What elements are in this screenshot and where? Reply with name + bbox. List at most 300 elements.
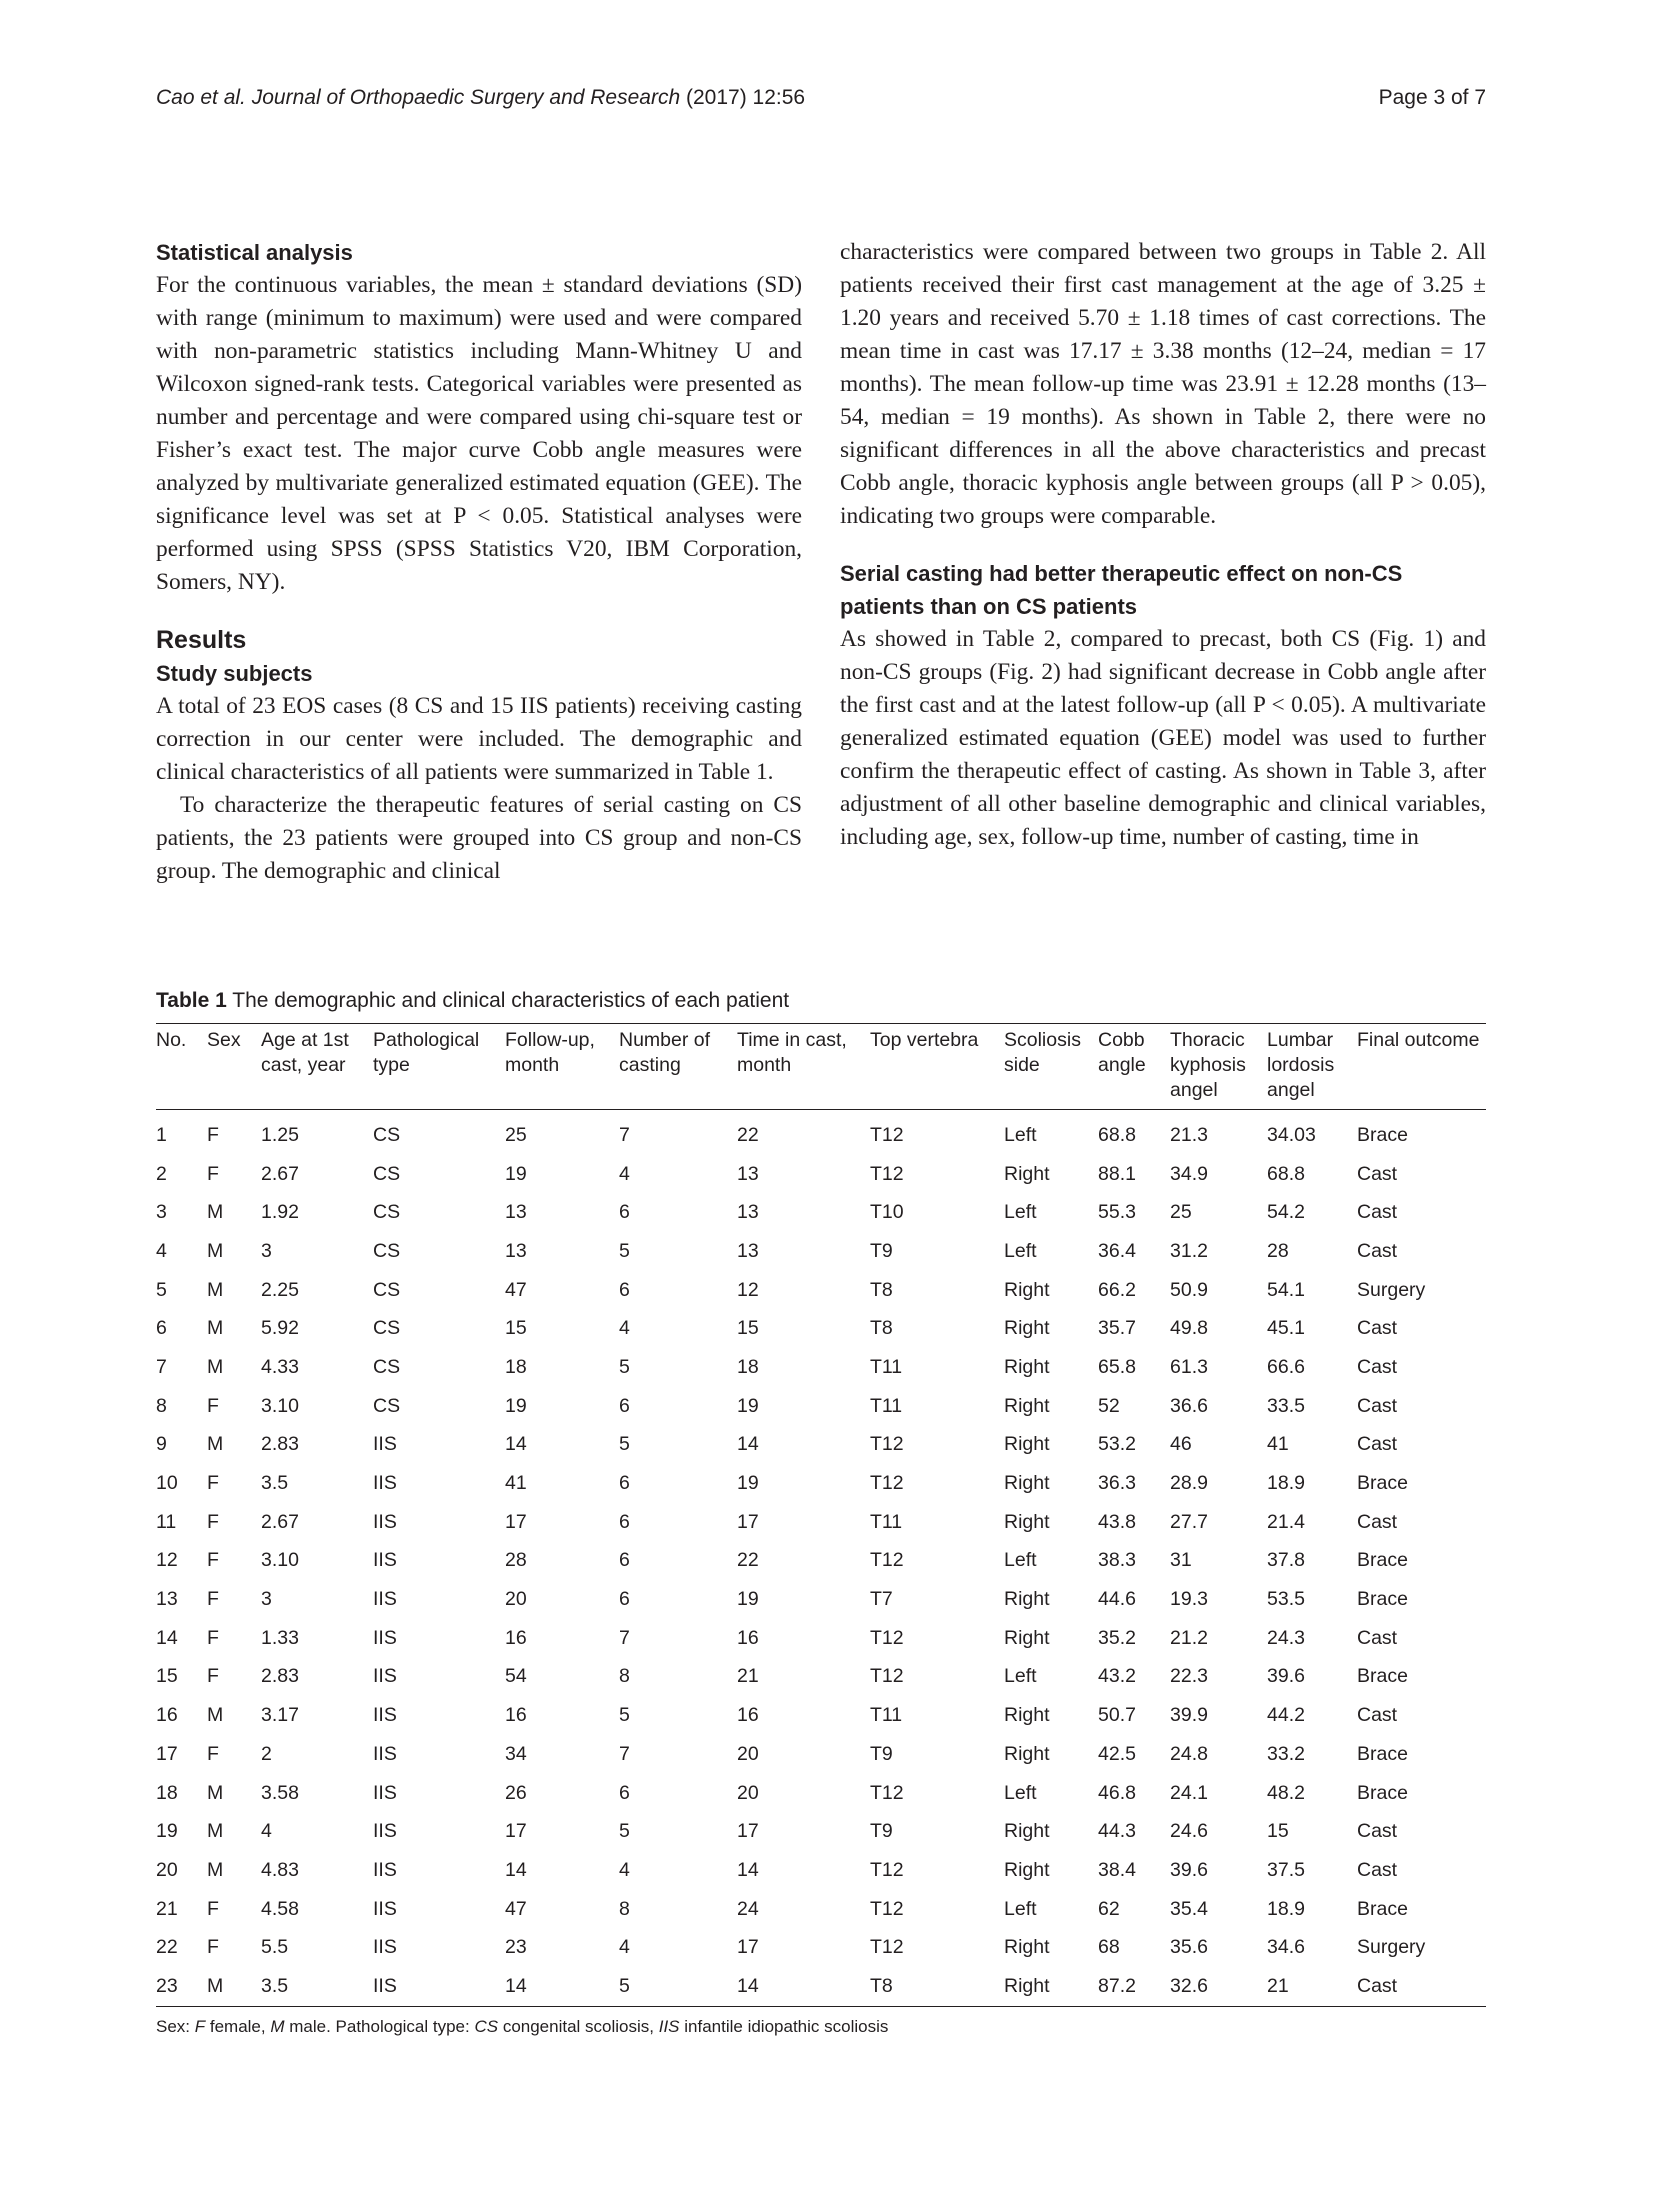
table-cell: 6 xyxy=(156,1317,167,1340)
table-cell: 5 xyxy=(619,1433,630,1456)
table-cell: Cast xyxy=(1357,1704,1398,1727)
table-cell: 13 xyxy=(737,1239,759,1262)
table-cell: 35.7 xyxy=(1098,1317,1136,1340)
table-cell: 7 xyxy=(619,1742,630,1765)
table-cell: 50.7 xyxy=(1098,1704,1136,1727)
table-cell: 4.83 xyxy=(261,1858,299,1881)
table-cell: Cast xyxy=(1357,1510,1398,1533)
table-cell: F xyxy=(207,1897,219,1920)
table-cell: 37.5 xyxy=(1267,1858,1305,1881)
column-header: Number of casting xyxy=(619,1024,737,1110)
table-cell: 3 xyxy=(261,1588,272,1611)
table-cell: 16 xyxy=(505,1626,527,1649)
table-cell: 35.4 xyxy=(1170,1897,1208,1920)
table-row xyxy=(156,1774,1486,1813)
table-cell: 5.92 xyxy=(261,1317,299,1340)
table-cell: 13 xyxy=(737,1201,759,1224)
column-header: Follow-up, month xyxy=(505,1024,619,1110)
table-cell: 4 xyxy=(619,1317,630,1340)
table-cell: 21 xyxy=(156,1897,178,1920)
table-cell: 38.4 xyxy=(1098,1858,1136,1881)
table-cell: M xyxy=(207,1317,224,1340)
table-header-row xyxy=(156,1024,1486,1110)
table-cell: 18 xyxy=(505,1355,527,1378)
table-cell: 54 xyxy=(505,1665,527,1688)
table-cell: 68.8 xyxy=(1267,1162,1305,1185)
table-cell: IIS xyxy=(373,1781,397,1804)
table-cell: 13 xyxy=(156,1588,178,1611)
table-row xyxy=(156,1619,1486,1658)
table-cell: 20 xyxy=(505,1588,527,1611)
table-cell: Brace xyxy=(1357,1472,1408,1495)
table-cell: 43.2 xyxy=(1098,1665,1136,1688)
table-cell: M xyxy=(207,1201,224,1224)
table-cell: 21.3 xyxy=(1170,1123,1208,1146)
table-caption-text: The demographic and clinical characteristics of each patient xyxy=(232,989,790,1012)
table-cell: 22 xyxy=(156,1936,178,1959)
table-cell: 19 xyxy=(156,1820,178,1843)
citation-year-volume: (2017) 12:56 xyxy=(686,86,806,109)
table-cell: 3.5 xyxy=(261,1967,373,2006)
table-row xyxy=(156,1890,1486,1929)
table-cell: 19 xyxy=(505,1394,527,1417)
journal-citation xyxy=(156,86,805,110)
table-cell: M xyxy=(207,1781,224,1804)
table-cell: IIS xyxy=(373,1665,397,1688)
table-cell: 21.2 xyxy=(1170,1626,1208,1649)
table-cell: 54.1 xyxy=(1267,1278,1305,1301)
table-cell: M xyxy=(207,1278,224,1301)
table-cell: 15 xyxy=(737,1317,759,1340)
table-cell: 42.5 xyxy=(1098,1742,1136,1765)
table-cell: 5.5 xyxy=(261,1936,289,1959)
table-row xyxy=(156,1580,1486,1619)
table-cell: 14 xyxy=(737,1433,759,1456)
table-row xyxy=(156,1464,1486,1503)
column-header: Age at 1st cast, year xyxy=(261,1024,373,1110)
table-cell: F xyxy=(207,1472,219,1495)
table-cell: 34.6 xyxy=(1267,1936,1305,1959)
table-cell: Right xyxy=(1004,1278,1050,1301)
table-cell: 54.2 xyxy=(1267,1201,1305,1224)
table-cell: T11 xyxy=(870,1355,903,1378)
table-cell: Brace xyxy=(1357,1742,1408,1765)
table-row xyxy=(156,1542,1486,1581)
table-cell: M xyxy=(207,1820,224,1843)
table-cell: 8 xyxy=(619,1897,630,1920)
table-cell: 5 xyxy=(619,1355,630,1378)
table-cell: 61.3 xyxy=(1170,1355,1208,1378)
table-cell: 14 xyxy=(505,1967,619,2006)
table-cell: 8 xyxy=(619,1665,630,1688)
table-cell: 20 xyxy=(156,1858,178,1881)
table-cell: 5 xyxy=(156,1278,167,1301)
table-cell: 27.7 xyxy=(1170,1510,1208,1533)
table-cell: 22 xyxy=(737,1123,759,1146)
table-cell: 3 xyxy=(156,1201,167,1224)
table-cell: T11 xyxy=(870,1510,903,1533)
table-cell: 25 xyxy=(1170,1201,1192,1224)
table-footnote: Sex: F female, M male. Pathological type: CS congenital scoliosis, IIS infantile idiopathic scoliosis xyxy=(156,2016,889,2036)
table-cell: 53.5 xyxy=(1267,1588,1305,1611)
table-cell: Cast xyxy=(1357,1433,1398,1456)
table-cell: 6 xyxy=(619,1201,630,1224)
table-cell: 17 xyxy=(505,1510,527,1533)
table-cell: Brace xyxy=(1357,1588,1408,1611)
table-cell: Left xyxy=(1004,1549,1037,1572)
table-cell: Brace xyxy=(1357,1897,1408,1920)
right-column xyxy=(840,236,1486,854)
table-cell: T12 xyxy=(870,1936,904,1959)
table-cell: Right xyxy=(1004,1936,1050,1959)
table-cell: 2.67 xyxy=(261,1162,299,1185)
table-cell: 19 xyxy=(737,1472,759,1495)
table-cell: 2.25 xyxy=(261,1278,299,1301)
table-cell: 1.92 xyxy=(261,1201,299,1224)
table-cell: Right xyxy=(1004,1704,1050,1727)
running-header xyxy=(156,86,1486,116)
table-cell: T12 xyxy=(870,1897,904,1920)
table-row xyxy=(156,1967,1486,2006)
table-row xyxy=(156,1696,1486,1735)
table-cell: 1.25 xyxy=(261,1123,299,1146)
table-cell: 5 xyxy=(619,1239,630,1262)
table-cell: 88.1 xyxy=(1098,1162,1136,1185)
column-header: Lumbar lordosis angel xyxy=(1267,1024,1357,1110)
table-cell: Cast xyxy=(1357,1162,1398,1185)
table-cell: T12 xyxy=(870,1665,904,1688)
table-cell: 31 xyxy=(1170,1549,1192,1572)
table-cell: Left xyxy=(1004,1665,1037,1688)
table-cell: 23 xyxy=(156,1967,207,2006)
table-cell: 12 xyxy=(737,1278,759,1301)
table-cell: Cast xyxy=(1357,1858,1398,1881)
table-cell: Right xyxy=(1004,1317,1050,1340)
column-header: Scoliosis side xyxy=(1004,1024,1098,1110)
table-cell: 2.67 xyxy=(261,1510,299,1533)
table-row xyxy=(156,1851,1486,1890)
table-cell: 35.6 xyxy=(1170,1936,1208,1959)
left-column xyxy=(156,236,802,888)
table-cell: 4.58 xyxy=(261,1897,299,1920)
table-cell: 68.8 xyxy=(1098,1123,1136,1146)
page-number: Page 3 of 7 xyxy=(1378,86,1486,109)
table-cell: 62 xyxy=(1098,1897,1120,1920)
table-cell: 3.10 xyxy=(261,1394,299,1417)
table-cell: T12 xyxy=(870,1472,904,1495)
table-cell: Cast xyxy=(1357,1394,1398,1417)
table-cell: 14 xyxy=(737,1967,870,2006)
table-cell: 24 xyxy=(737,1897,759,1920)
table-cell: IIS xyxy=(373,1626,397,1649)
table-cell: Left xyxy=(1004,1239,1037,1262)
table-cell: 17 xyxy=(505,1820,527,1843)
table-cell: 36.6 xyxy=(1170,1394,1208,1417)
table-cell: 24.6 xyxy=(1170,1820,1208,1843)
table-cell: CS xyxy=(373,1123,401,1146)
table-cell: CS xyxy=(373,1394,401,1417)
table-cell: T7 xyxy=(870,1588,893,1611)
table-cell: F xyxy=(207,1162,219,1185)
table-cell: Right xyxy=(1004,1355,1050,1378)
table-body xyxy=(156,1110,1486,2007)
table-cell: F xyxy=(207,1665,219,1688)
table-cell: 5 xyxy=(619,1967,737,2006)
table-cell: 17 xyxy=(156,1742,178,1765)
table-cell: 49.8 xyxy=(1170,1317,1208,1340)
table-cell: 4 xyxy=(619,1858,630,1881)
table-cell: 6 xyxy=(619,1278,630,1301)
table-cell: 11 xyxy=(156,1510,177,1533)
table-cell: IIS xyxy=(373,1967,505,2006)
serial-casting-paragraph: As showed in Table 2, compared to precast, both CS (Fig. 1) and non-CS groups (Fig. 2) had significant decrease in Cobb angle after the first cast and at the latest follow-up (all P < 0.05). A multivariate generalized estimated equation (GEE) model was used to further confirm the therapeutic effect of casting. As shown in Table 3, after adjustment of all other baseline demographic and clinical variables, including age, sex, follow-up time, number of casting, time in xyxy=(840,626,1486,850)
table-cell: 33.5 xyxy=(1267,1394,1305,1417)
table-cell: 20 xyxy=(737,1742,759,1765)
table-cell: F xyxy=(207,1936,219,1959)
table-cell: 21 xyxy=(737,1665,759,1688)
table-cell: T8 xyxy=(870,1278,893,1301)
table-cell: IIS xyxy=(373,1549,397,1572)
table-cell: 41 xyxy=(505,1472,527,1495)
table-cell: CS xyxy=(373,1162,401,1185)
table-cell: T12 xyxy=(870,1781,904,1804)
table-cell: IIS xyxy=(373,1897,397,1920)
table-cell: 13 xyxy=(737,1162,759,1185)
table-cell: 20 xyxy=(737,1781,759,1804)
table-cell: Right xyxy=(1004,1967,1098,2006)
table-cell: 66.2 xyxy=(1098,1278,1136,1301)
table-cell: Cast xyxy=(1357,1201,1398,1224)
table-cell: T9 xyxy=(870,1239,893,1262)
table-cell: T12 xyxy=(870,1549,904,1572)
table-cell: 7 xyxy=(619,1123,630,1146)
table-row xyxy=(156,1110,1486,1155)
table-cell: 31.2 xyxy=(1170,1239,1208,1262)
table-cell: 52 xyxy=(1098,1394,1120,1417)
table-row xyxy=(156,1426,1486,1465)
study-subjects-heading: Study subjects xyxy=(156,661,313,686)
table-cell: Right xyxy=(1004,1510,1050,1533)
table-cell: Cast xyxy=(1357,1626,1398,1649)
table-cell: IIS xyxy=(373,1936,397,1959)
table-cell: Right xyxy=(1004,1433,1050,1456)
table-cell: M xyxy=(207,1704,224,1727)
table-cell: 19 xyxy=(737,1588,759,1611)
footnote-abbreviation: M xyxy=(270,2016,285,2036)
table-cell: 53.2 xyxy=(1098,1433,1136,1456)
table-cell: 6 xyxy=(619,1588,630,1611)
table-cell: 5 xyxy=(619,1820,630,1843)
table-cell: 46.8 xyxy=(1098,1781,1136,1804)
table-cell: 3.17 xyxy=(261,1704,299,1727)
table-cell: T11 xyxy=(870,1704,903,1727)
table-cell: 48.2 xyxy=(1267,1781,1305,1804)
column-header: Final outcome xyxy=(1357,1024,1486,1110)
table-cell: 50.9 xyxy=(1170,1278,1208,1301)
table-cell: F xyxy=(207,1394,219,1417)
table-cell: 13 xyxy=(505,1201,527,1224)
table-cell: T12 xyxy=(870,1858,904,1881)
table-row xyxy=(156,1928,1486,1967)
table-cell: IIS xyxy=(373,1588,397,1611)
table-cell: 21.4 xyxy=(1267,1510,1305,1533)
table-cell: 2 xyxy=(261,1742,272,1765)
table-cell: 15 xyxy=(156,1665,178,1688)
statistical-analysis-paragraph: For the continuous variables, the mean ± standard deviations (SD) with range (minimum to maximum) were used and were compared with non-parametric statistics including Mann-Whitney U and Wilcoxon signed-rank tests. Categorical variables were presented as number and percentage and were compared using chi-square test or Fisher’s exact test. The major curve Cobb angle measures were analyzed by multivariate generalized estimated equation (GEE). The significance level was set at P < 0.05. Statistical analyses were performed using SPSS (SPSS Statistics V20, IBM Corporation, Somers, NY). xyxy=(156,272,802,595)
table-cell: 17 xyxy=(737,1510,759,1533)
table-cell: 28.9 xyxy=(1170,1472,1208,1495)
table-cell: F xyxy=(207,1742,219,1765)
table-row xyxy=(156,1812,1486,1851)
table-cell: M xyxy=(207,1858,224,1881)
column-header: Top vertebra xyxy=(870,1024,1004,1110)
table-cell: 16 xyxy=(156,1704,178,1727)
table-cell: Surgery xyxy=(1357,1936,1426,1959)
table-cell: IIS xyxy=(373,1858,397,1881)
table-cell: 14 xyxy=(505,1433,527,1456)
table-cell: 15 xyxy=(1267,1820,1289,1843)
table-cell: 4 xyxy=(156,1239,167,1262)
table-cell: Right xyxy=(1004,1626,1050,1649)
table-cell: 28 xyxy=(1267,1239,1289,1262)
table-cell: 33.2 xyxy=(1267,1742,1305,1765)
table-cell: Right xyxy=(1004,1588,1050,1611)
table-cell: 18 xyxy=(156,1781,178,1804)
table-cell: 6 xyxy=(619,1472,630,1495)
table-cell: 22 xyxy=(737,1549,759,1572)
table-cell: 4.33 xyxy=(261,1355,299,1378)
table-row xyxy=(156,1271,1486,1310)
table-cell: 17 xyxy=(737,1936,759,1959)
table-cell: 65.8 xyxy=(1098,1355,1136,1378)
table-cell: Right xyxy=(1004,1472,1050,1495)
table-cell: Cast xyxy=(1357,1317,1398,1340)
table-cell: 1 xyxy=(156,1123,167,1146)
table-cell: M xyxy=(207,1967,261,2006)
table-cell: F xyxy=(207,1123,219,1146)
table-cell: 8 xyxy=(156,1394,167,1417)
table-cell: 3.58 xyxy=(261,1781,299,1804)
table-cell: 46 xyxy=(1170,1433,1192,1456)
column-header: Time in cast, month xyxy=(737,1024,870,1110)
table-cell: 3 xyxy=(261,1239,272,1262)
table-row xyxy=(156,1503,1486,1542)
results-heading: Results xyxy=(156,626,247,654)
group-comparison-paragraph: characteristics were compared between two groups in Table 2. All patients received their first cast management at the age of 3.25 ± 1.20 years and received 5.70 ± 1.18 times of cast corrections. The mean time in cast was 17.17 ± 3.38 months (12–24, median = 17 months). The mean follow-up time was 23.91 ± 12.28 months (13–54, median = 19 months). As shown in Table 2, there were no significant differences in all the above characteristics and precast Cobb angle, thoracic kyphosis angle between groups (all P > 0.05), indicating two groups were comparable. xyxy=(840,239,1486,529)
table-cell: 24.8 xyxy=(1170,1742,1208,1765)
table-cell: T12 xyxy=(870,1433,904,1456)
table-cell: 2.83 xyxy=(261,1433,299,1456)
table-cell: T8 xyxy=(870,1967,1004,2006)
footnote-abbreviation: IIS xyxy=(658,2016,680,2036)
table-cell: 6 xyxy=(619,1394,630,1417)
table-row xyxy=(156,1193,1486,1232)
table-cell: 32.6 xyxy=(1170,1967,1267,2006)
table-cell: 6 xyxy=(619,1549,630,1572)
table-cell: 23 xyxy=(505,1936,527,1959)
table-cell: 12 xyxy=(156,1549,178,1572)
table-cell: Left xyxy=(1004,1123,1037,1146)
table-cell: 21 xyxy=(1267,1967,1357,2006)
table-cell: 4 xyxy=(619,1162,630,1185)
table-cell: 37.8 xyxy=(1267,1549,1305,1572)
table-cell: 34.03 xyxy=(1267,1123,1316,1146)
table-cell: 4 xyxy=(261,1820,272,1843)
table-cell: F xyxy=(207,1549,219,1572)
serial-casting-heading: Serial casting had better therapeutic effect on non-CS patients than on CS patients xyxy=(840,561,1403,619)
table-cell: IIS xyxy=(373,1472,397,1495)
table-cell: T9 xyxy=(870,1820,893,1843)
table-cell: 43.8 xyxy=(1098,1510,1136,1533)
column-header: Thoracic kyphosis angel xyxy=(1170,1024,1267,1110)
table-cell: IIS xyxy=(373,1433,397,1456)
table-cell: Cast xyxy=(1357,1355,1398,1378)
table-cell: Right xyxy=(1004,1820,1050,1843)
table-cell: 3.10 xyxy=(261,1549,299,1572)
table-cell: 1.33 xyxy=(261,1626,299,1649)
table-cell: 19.3 xyxy=(1170,1588,1208,1611)
table-row xyxy=(156,1658,1486,1697)
table-row xyxy=(156,1232,1486,1271)
table-cell: Surgery xyxy=(1357,1278,1426,1301)
table-cell: 55.3 xyxy=(1098,1201,1136,1224)
table-cell: 47 xyxy=(505,1897,527,1920)
table-cell: CS xyxy=(373,1317,401,1340)
table-cell: 14 xyxy=(156,1626,178,1649)
table-cell: T11 xyxy=(870,1394,903,1417)
table-cell: F xyxy=(207,1588,219,1611)
table-cell: 10 xyxy=(156,1472,178,1495)
table-cell: Left xyxy=(1004,1897,1037,1920)
footnote-abbreviation: CS xyxy=(474,2016,499,2036)
table-cell: F xyxy=(207,1510,219,1533)
table-cell: CS xyxy=(373,1278,401,1301)
column-header: Cobb angle xyxy=(1098,1024,1170,1110)
table-cell: Brace xyxy=(1357,1549,1408,1572)
table-cell: T9 xyxy=(870,1742,893,1765)
column-header: Sex xyxy=(207,1024,261,1110)
table-row xyxy=(156,1387,1486,1426)
table-row xyxy=(156,1735,1486,1774)
table-cell: Right xyxy=(1004,1394,1050,1417)
table-cell: Brace xyxy=(1357,1781,1408,1804)
table-cell: 45.1 xyxy=(1267,1317,1305,1340)
table-cell: 19 xyxy=(505,1162,527,1185)
table-cell: Cast xyxy=(1357,1820,1398,1843)
table-cell: 38.3 xyxy=(1098,1549,1136,1572)
table-cell: 44.3 xyxy=(1098,1820,1136,1843)
table-cell: M xyxy=(207,1355,224,1378)
table-cell: Left xyxy=(1004,1781,1037,1804)
column-header: Pathological type xyxy=(373,1024,505,1110)
table-cell: 16 xyxy=(737,1626,759,1649)
table-cell: 26 xyxy=(505,1781,527,1804)
table-cell: 44.2 xyxy=(1267,1704,1305,1727)
table-cell: 2.83 xyxy=(261,1665,299,1688)
table-cell: 24.1 xyxy=(1170,1781,1208,1804)
table-cell: 3.5 xyxy=(261,1472,289,1495)
table-cell: 25 xyxy=(505,1123,527,1146)
table-cell: 24.3 xyxy=(1267,1626,1305,1649)
table-cell: 6 xyxy=(619,1510,630,1533)
table-cell: 18.9 xyxy=(1267,1897,1305,1920)
table-cell: T12 xyxy=(870,1626,904,1649)
table-cell: 34.9 xyxy=(1170,1162,1208,1185)
table-cell: CS xyxy=(373,1355,401,1378)
table-cell: 47 xyxy=(505,1278,527,1301)
table-cell: Brace xyxy=(1357,1665,1408,1688)
table-cell: CS xyxy=(373,1239,401,1262)
